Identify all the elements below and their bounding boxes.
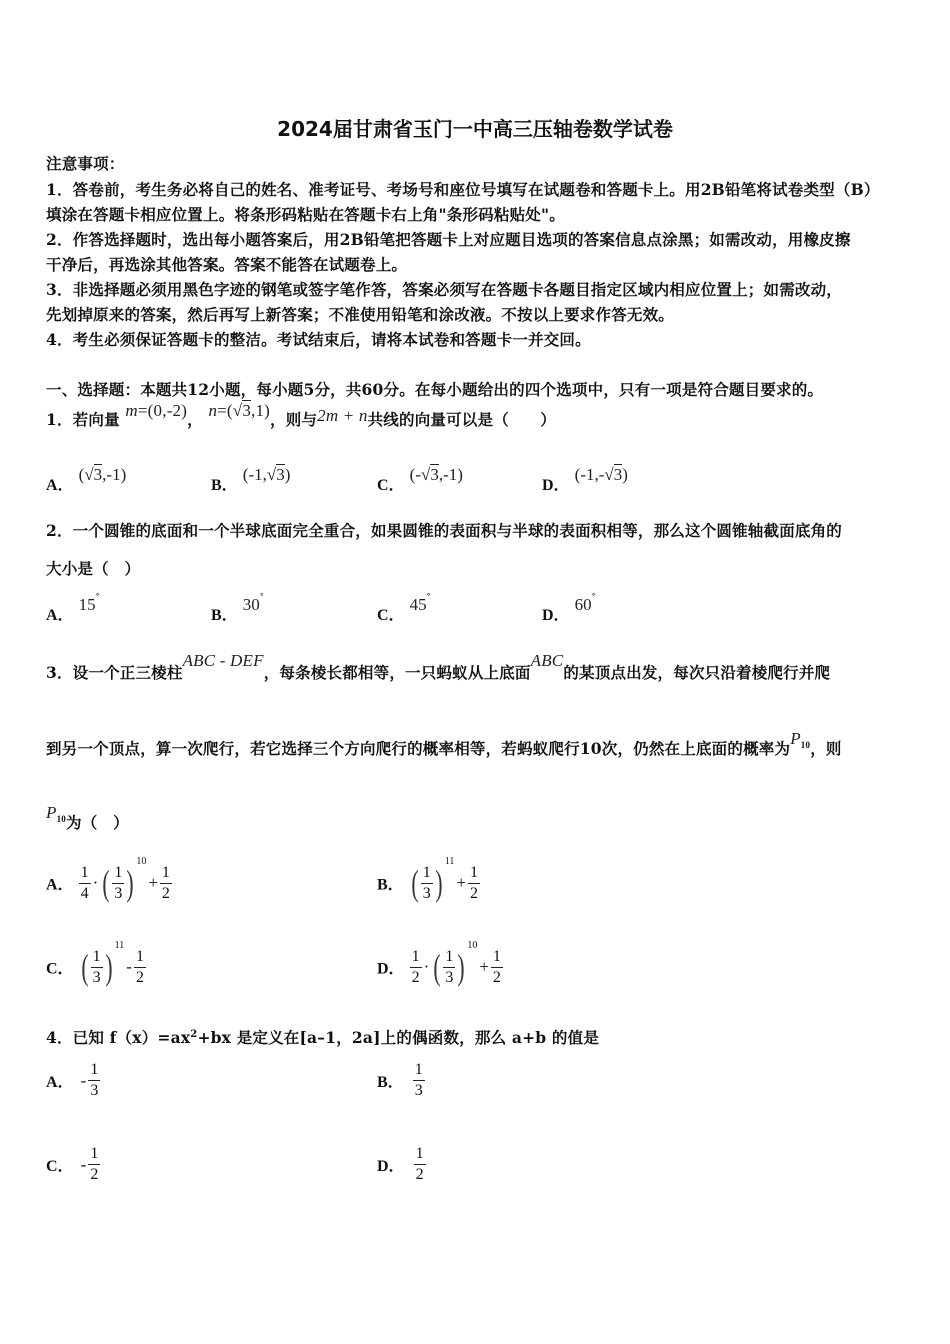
q3-p: P (46, 803, 57, 822)
q1-option-c[interactable]: C． (-√3,-1) (377, 465, 463, 494)
option-value: (-1, (242, 465, 267, 484)
frac-den: 3 (414, 1082, 423, 1099)
q3-line2-end: ，则 (810, 739, 842, 758)
operator: - (126, 957, 132, 976)
option-label: C． (377, 477, 405, 494)
frac-num: 1 (410, 947, 422, 968)
option-label: A． (46, 607, 74, 624)
frac-num: 1 (413, 1060, 425, 1081)
q3-option-a[interactable]: A． $\frac{1}{4}$ · ( $\frac{1}{3}$ )$^{10}$+ $\frac{1}{2}$ (46, 856, 170, 903)
option-value: (-1,- (574, 465, 605, 484)
degree-symbol: ° (95, 592, 100, 601)
frac-den: 3 (92, 968, 101, 986)
notice-line: 填涂在答题卡相应位置上。将条形码粘贴在答题卡右上角"条形码粘贴处"。 (46, 205, 565, 224)
q3-p-sub: 10 (56, 814, 66, 825)
option-value: (- (409, 465, 421, 484)
q1-suffix: 共线的向量可以是（ ） (367, 410, 557, 429)
option-sqrt: 3 (430, 465, 439, 484)
frac-num: 1 (79, 863, 91, 884)
q1-n: n (208, 401, 218, 420)
q3-option-c[interactable]: C． ( $\frac{1}{3}$ )$^{11}$- $\frac{1}{2}$ (46, 940, 144, 987)
page-title: 2024届甘肃省玉门一中高三压轴卷数学试卷 (277, 117, 673, 141)
option-value: 30 (242, 595, 260, 614)
option-label: C． (46, 960, 74, 978)
frac-num: 1 (112, 863, 124, 884)
notice-line: 2．作答选择题时，选出每小题答案后，用2B铅笔把答题卡上对应题目选项的答案信息点涂黑；如需改动，用橡皮擦 (46, 230, 851, 249)
question-1-stem: 1．若向量 m=(0,-2)， n=(√3,1)，则与2m + n共线的向量可以是（ ） (46, 401, 557, 429)
frac-den: 2 (135, 968, 144, 986)
q4-option-a[interactable] (46, 1060, 100, 1101)
exponent: 11 (444, 856, 455, 867)
q2-option-c[interactable] (377, 592, 431, 624)
operator: + (479, 957, 489, 976)
frac-den: 3 (445, 968, 454, 986)
q3-line2: 到另一个顶点，算一次爬行，若它选择三个方向爬行的概率相等，若蚂蚁爬行10次，仍然在上底面的概率为 (46, 739, 791, 758)
option-sqrt: 3 (276, 465, 285, 484)
option-sqrt: 3 (613, 465, 623, 484)
notice-line: 1．答卷前，考生务必将自己的姓名、准考证号、考场号和座位号填写在试题卷和答题卡上。用2B铅笔将试卷类型（B） (46, 180, 880, 199)
option-value: ) (622, 465, 628, 484)
operator: + (456, 873, 467, 892)
question-2-stem-cont: 大小是（ ） (46, 559, 141, 578)
q4-option-c[interactable] (46, 1144, 100, 1185)
q3-option-b[interactable]: B． ( $\frac{1}{3}$ )$^{11}$+ $\frac{1}{2}$ (377, 856, 479, 903)
q1-m-value: =(0,-2) (137, 401, 188, 420)
option-label: A． (46, 477, 74, 494)
exponent: 10 (467, 940, 478, 951)
q4-option-b[interactable] (377, 1060, 425, 1101)
q4-text-pre: 4．已知 f（x）=ax (46, 1028, 191, 1047)
frac-num: 1 (421, 863, 433, 884)
frac-num: 1 (160, 863, 172, 884)
option-value: ,-1) (102, 465, 127, 484)
q1-n-sqrt: 3 (242, 401, 252, 420)
q3-line3-suffix: 为（ ） (66, 813, 129, 832)
option-value: ) (284, 465, 291, 484)
option-label: A． (46, 1074, 74, 1091)
option-value: ,-1) (438, 465, 463, 484)
frac-num: 1 (91, 947, 103, 968)
option-sqrt: 3 (93, 465, 103, 484)
option-label: D． (377, 1158, 405, 1175)
q2-option-a[interactable] (46, 592, 100, 624)
degree-symbol: ° (259, 592, 264, 601)
degree-symbol: ° (591, 592, 596, 601)
q3-face: ABC (530, 651, 564, 670)
q3-part1: 3．设一个正三棱柱 (46, 663, 183, 682)
q1-option-d[interactable]: D． (-1,-√3) (542, 465, 628, 494)
q3-p-sub: 10 (800, 740, 811, 751)
q3-option-d[interactable]: D． $\frac{1}{2}$ · ( $\frac{1}{3}$ )$^{10}$+ $\frac{1}{2}$ (377, 940, 501, 987)
q3-prism: ABC - DEF (182, 651, 264, 670)
option-value: ( (78, 465, 85, 484)
frac-den: 3 (114, 884, 123, 902)
notice-line: 先划掉原来的答案，然后再写上新答案；不准使用铅笔和涂改液。不按以上要求作答无效。 (46, 305, 675, 324)
frac-num: 1 (443, 947, 455, 968)
option-label: A． (46, 876, 74, 894)
q2-option-b[interactable] (211, 592, 264, 624)
q1-comma: ， (187, 410, 203, 429)
frac-den: 3 (90, 1082, 99, 1099)
q4-option-d[interactable] (377, 1144, 426, 1185)
q1-option-b[interactable]: B． (-1,√3) (211, 465, 291, 494)
option-label: C． (377, 607, 405, 624)
option-value: 60 (574, 595, 592, 614)
question-3-stem (46, 651, 831, 683)
frac-den: 4 (80, 884, 89, 902)
operator: + (148, 873, 158, 892)
frac-num: 1 (414, 1144, 426, 1165)
notice-line: 3．非选择题必须用黑色字迹的钢笔或签字笔作答，答案必须写在答题卡各题目指定区域内相应位置上；如需改动， (46, 280, 842, 299)
frac-den: 2 (90, 1166, 99, 1183)
frac-num: 1 (88, 1144, 100, 1165)
q3-p: P (790, 729, 801, 748)
q1-option-a[interactable]: A． (√3,-1) (46, 465, 127, 494)
question-3-stem-end (46, 803, 129, 834)
frac-den: 2 (492, 968, 501, 986)
frac-num: 1 (134, 947, 146, 968)
q4-text-post: +bx 是定义在[a–1，2a]上的偶函数，那么 a+b 的值是 (197, 1028, 600, 1047)
degree-symbol: ° (426, 592, 431, 601)
option-label: D． (377, 960, 405, 978)
q1-prefix: 1．若向量 (46, 410, 120, 429)
frac-num: 1 (88, 1060, 100, 1081)
q1-n-value-pre: =( (217, 401, 233, 420)
option-value: 15 (78, 595, 96, 614)
notice-line: 干净后，再选涂其他答案。答案不能答在试题卷上。 (46, 255, 408, 274)
frac-den: 2 (161, 884, 170, 902)
question-2-stem: 2．一个圆锥的底面和一个半球底面完全重合，如果圆锥的表面积与半球的表面积相等，那么这个圆锥轴截面底角的 (46, 521, 842, 540)
q4-superscript: 2 (190, 1028, 198, 1040)
q1-mid: ，则与 (270, 410, 318, 429)
option-label: B． (211, 477, 238, 494)
q3-part3: 的某顶点出发，每次只沿着棱爬行并爬 (563, 663, 831, 682)
q1-m: m (125, 401, 138, 420)
exponent: 11 (114, 940, 125, 951)
option-label: B． (377, 876, 404, 894)
notice-heading: 注意事项： (46, 154, 125, 173)
exponent: 10 (136, 856, 147, 867)
q1-n-value-post: ,1) (251, 401, 271, 420)
frac-num: 1 (491, 947, 503, 968)
sign: - (80, 1070, 87, 1090)
question-3-stem-cont (46, 729, 842, 760)
sign: - (80, 1154, 87, 1174)
q2-option-d[interactable] (542, 592, 596, 624)
q3-part2: ，每条棱长都相等，一只蚂蚁从上底面 (263, 663, 531, 682)
question-4-stem (46, 1026, 599, 1048)
frac-num: 1 (468, 863, 480, 884)
option-value: 45 (409, 595, 427, 614)
notice-line: 4．考生必须保证答题卡的整洁。考试结束后，请将本试卷和答题卡一并交回。 (46, 330, 591, 349)
frac-den: 3 (422, 884, 431, 902)
section-heading: 一、选择题：本题共12小题，每小题5分，共60分。在每小题给出的四个选项中，只有一项是符合题目要求的。 (46, 380, 824, 399)
option-label: B． (377, 1074, 404, 1091)
frac-den: 2 (470, 884, 479, 902)
option-label: D． (542, 477, 570, 494)
frac-den: 2 (415, 1166, 424, 1183)
option-label: C． (46, 1158, 74, 1175)
option-label: D． (542, 607, 570, 624)
option-label: B． (211, 607, 238, 624)
q1-expression: 2m + n (317, 406, 368, 425)
frac-den: 2 (411, 968, 420, 986)
